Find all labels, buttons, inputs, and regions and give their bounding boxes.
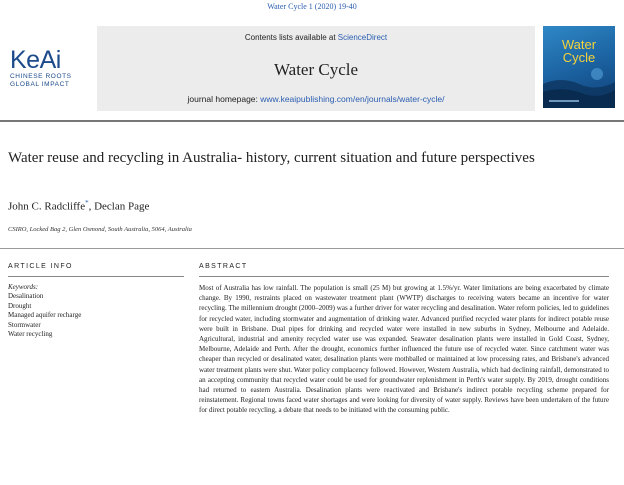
article-info-heading: ARTICLE INFO: [8, 263, 73, 270]
keyword-item: Stormwater: [8, 320, 41, 329]
logo-wordmark: KeAi: [10, 46, 61, 74]
keyword-item: Water recycling: [8, 330, 53, 339]
homepage-line: [97, 94, 535, 104]
sciencedirect-link[interactable]: ScienceDirect: [337, 33, 388, 42]
author-affiliation: CSIRO, Locked Bag 2, Glen Osmond, South Australia, 5064, Australia: [8, 226, 192, 233]
author-list: [8, 199, 149, 213]
homepage-prefix: journal homepage:: [187, 94, 261, 104]
journal-name: Water Cycle: [273, 60, 359, 79]
author-separator: ,: [88, 200, 95, 213]
logo-tagline-1: CHINESE ROOTS: [10, 73, 72, 80]
journal-citation[interactable]: Water Cycle 1 (2020) 19-40: [267, 2, 357, 11]
journal-homepage-link[interactable]: www.keaipublishing.com/en/journals/water-cycle/: [260, 94, 445, 104]
corresponding-author-mark[interactable]: *: [85, 199, 89, 207]
contents-line: [97, 33, 535, 42]
abstract-heading: ABSTRACT: [199, 263, 248, 270]
contents-prefix: Contents lists available at: [244, 33, 338, 42]
journal-header: [97, 26, 535, 111]
article-info-rule: [8, 276, 184, 277]
header-divider: [0, 120, 624, 122]
author-name[interactable]: John C. Radcliffe: [8, 200, 86, 213]
keyword-list: [8, 292, 81, 340]
journal-cover-image[interactable]: [543, 26, 615, 108]
keyword-item: Desalination: [8, 292, 44, 300]
keywords-label: Keywords:: [8, 283, 39, 291]
logo-tagline-2: GLOBAL IMPACT: [10, 81, 70, 88]
author-name[interactable]: Declan Page: [94, 200, 150, 213]
keai-logo: [10, 48, 94, 89]
cover-title-line-2: Cycle: [562, 50, 596, 65]
affiliation-divider: [0, 248, 624, 249]
article-title: Water reuse and recycling in Australia- history, current situation and future perspectives: [8, 150, 535, 166]
abstract-text: Most of Australia has low rainfall. The population is small (25 M) but growing at 1.5%/yr. Water limitations are being exacerbated by climate change. By 1990, restraints placed on wastewater treatment plant (WWTP) discharges to receiving waters became an incentive for water recycling. The millennium drought (2000–2009) was a further driver for water recycling and desalination. Water reform policies, led to guidelines for recycled water, including stormwater and augmentation of drinking water. Advanced purified recycled water plants for indirect potable reuse were built in Brisbane. Dual pipes for drinking and recycled water were installed in new suburbs in Sydney, Melbourne and Adelaide. Agricultural, industrial and amenity recycled water use was expanded. Seawater desalination plants were installed in Gold Coast, Sydney, Melbourne, Adelaide and Perth. After the drought, economics further influenced the future use of recycled water. Since catchment water was cheaper than recycled or desalinated water, desalination plants were mothballed or maintained at low processing rates, and Brisbane's advanced water treatment plants were shut. Water policy complacency followed. However, Western Australia, which had declining rainfall, demonstrated to an accepting community that recycled water could be used for groundwater replenishment in Perth's water supply. By 2019, drought conditions had returned to eastern Australia. Desalination plants were reactivated and Brisbane's indirect potable recycling scheme prepared for reinstatement. Regional towns faced water shortages and were looking for diversity of water supply. Reviews have been undertaken of the future for direct potable recycling, a debate that needs to be initiated with the consuming public.: [199, 284, 609, 415]
keyword-item: Drought: [8, 301, 32, 310]
cover-title: [547, 38, 611, 64]
keyword-item: Managed aquifer recharge: [8, 311, 82, 320]
cover-title-line-1: Water: [561, 37, 597, 52]
abstract-rule: [199, 276, 609, 277]
